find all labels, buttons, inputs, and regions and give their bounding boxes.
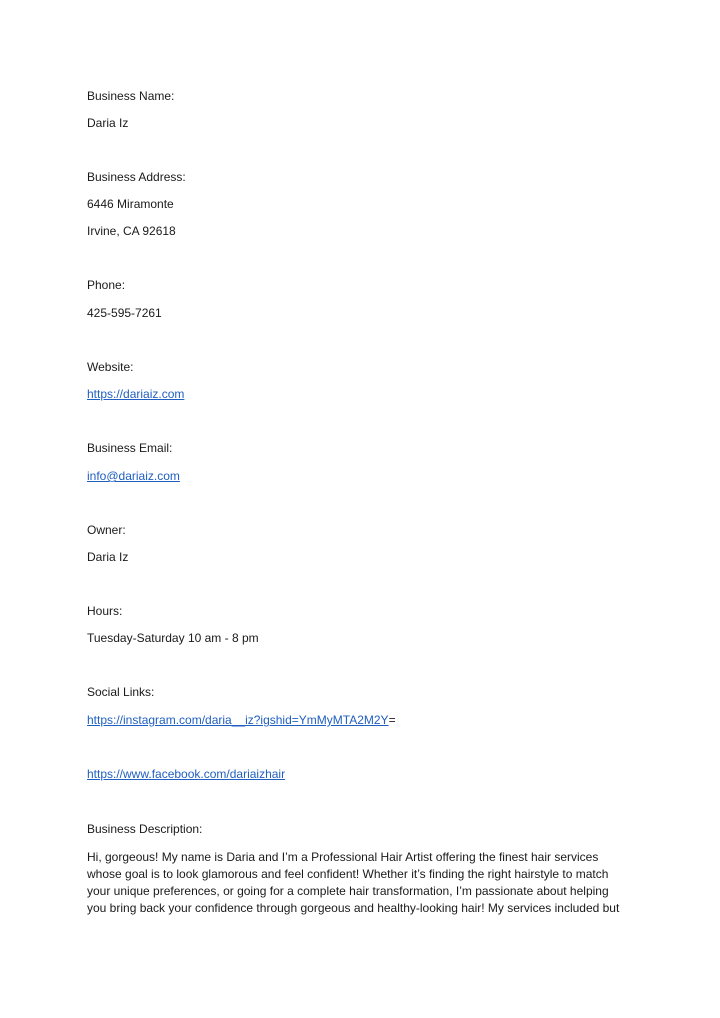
owner-value: Daria Iz	[87, 550, 129, 564]
description-line: you bring back your confidence through gorgeous and healthy-looking hair! My services included but	[87, 901, 620, 915]
instagram-link[interactable]: https://instagram.com/daria__iz?igshid=YmMyMTA2M2Y	[87, 713, 389, 727]
business-address-label: Business Address:	[87, 170, 186, 184]
hours-value: Tuesday-Saturday 10 am - 8 pm	[87, 631, 259, 645]
business-address-line1: 6446 Miramonte	[87, 197, 174, 211]
business-description-label: Business Description:	[87, 822, 203, 836]
business-name-label: Business Name:	[87, 89, 175, 103]
business-email-label: Business Email:	[87, 441, 173, 455]
website-link[interactable]: https://dariaiz.com	[87, 387, 185, 401]
instagram-link-suffix: =	[388, 713, 396, 727]
business-description-paragraph	[87, 849, 647, 917]
business-email-line	[87, 468, 180, 484]
phone-value: 425-595-7261	[87, 306, 162, 320]
hours-label: Hours:	[87, 604, 123, 618]
description-line: Hi, gorgeous! My name is Daria and I’m a Professional Hair Artist offering the finest hair services	[87, 850, 599, 864]
facebook-line	[87, 766, 285, 782]
facebook-link[interactable]: https://www.facebook.com/dariaizhair	[87, 767, 286, 781]
business-address-line2: Irvine, CA 92618	[87, 224, 176, 238]
owner-label: Owner:	[87, 523, 126, 537]
business-email-link[interactable]: info@dariaiz.com	[87, 469, 180, 483]
phone-label: Phone:	[87, 278, 126, 292]
website-line	[87, 386, 184, 402]
instagram-line	[87, 712, 396, 728]
description-line: your unique preferences, or going for a complete hair transformation, I’m passionate about helping	[87, 884, 609, 898]
social-links-label: Social Links:	[87, 685, 155, 699]
business-name-value: Daria Iz	[87, 116, 129, 130]
website-label: Website:	[87, 360, 134, 374]
description-line: whose goal is to look glamorous and feel confident! Whether it’s finding the right hairstyle to match	[87, 867, 609, 881]
